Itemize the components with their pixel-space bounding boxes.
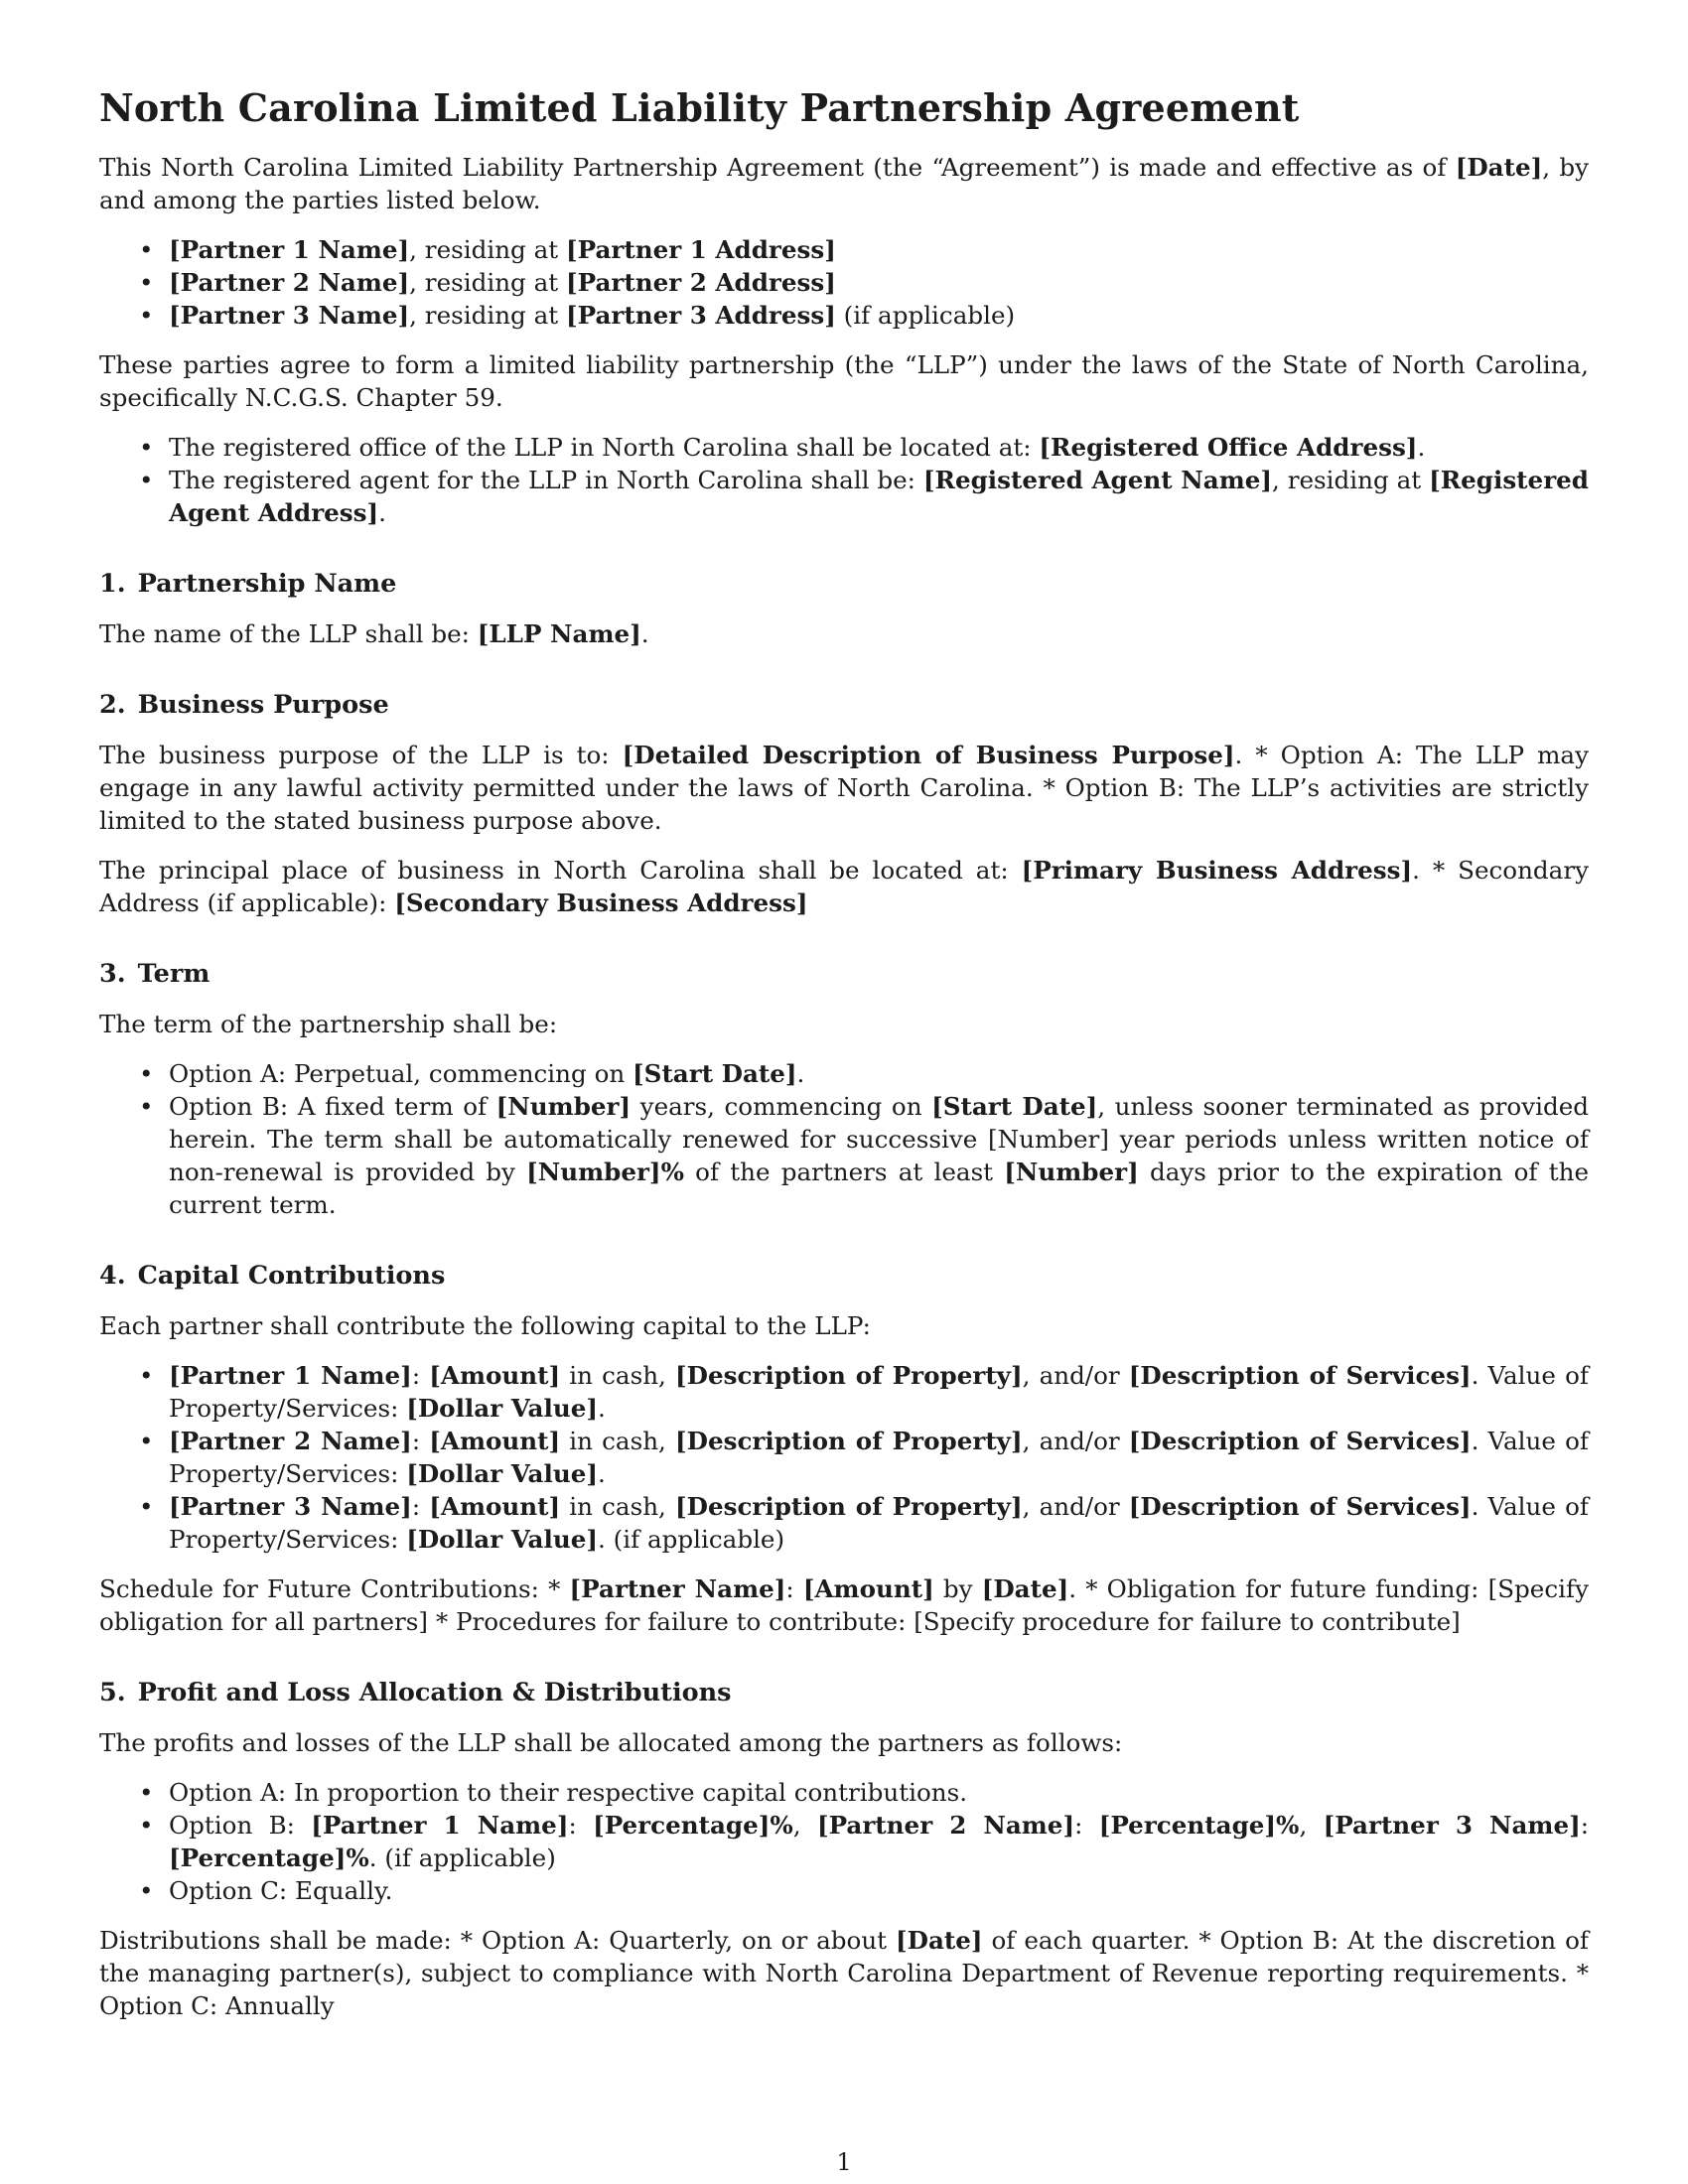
body-text: The name of the LLP shall be:	[99, 619, 478, 648]
body-text: Option B:	[169, 1811, 312, 1840]
placeholder-percentage: [Percentage]%	[593, 1811, 793, 1840]
punctuation: :	[411, 1361, 430, 1390]
formation-paragraph: These parties agree to form a limited liability partnership (the “LLP”) under the laws of the State of North Carolina, specifically N.C.G.S. Chapter 59.	[99, 350, 1589, 412]
placeholder-property: [Description of Property]	[675, 1492, 1023, 1521]
section-heading-3	[99, 958, 1589, 991]
placeholder-amount: [Amount]	[429, 1492, 561, 1521]
body-text: in cash,	[560, 1361, 675, 1390]
placeholder-dollar-value: [Dollar Value]	[406, 1394, 598, 1423]
placeholder-services: [Description of Services]	[1128, 1427, 1472, 1455]
party-name: [Partner 2 Name]	[169, 268, 410, 297]
punctuation: :	[568, 1811, 594, 1840]
placeholder-dollar-value: [Dollar Value]	[406, 1459, 598, 1488]
intro-text: This North Carolina Limited Liability Partnership Agreement (the “Agreement”) is made and effective as of	[99, 153, 1456, 182]
body-text: in cash,	[560, 1492, 675, 1521]
partnership-name-paragraph	[99, 617, 1589, 650]
party-name: [Partner 3 Name]	[169, 301, 410, 330]
allocation-intro: The profits and losses of the LLP shall be allocated among the partners as follows:	[99, 1728, 1123, 1757]
section-title: Capital Contributions	[137, 1261, 446, 1291]
punctuation: .	[1417, 433, 1426, 462]
section-title: Business Purpose	[137, 690, 389, 720]
partner-name: [Partner 1 Name]	[311, 1811, 569, 1840]
registered-agent-text: The registered agent for the LLP in North Carolina shall be:	[169, 466, 923, 494]
section-heading-4	[99, 1260, 1589, 1293]
contribution-suffix: (if applicable)	[605, 1525, 785, 1554]
body-text: . Value of Property/Services:	[169, 1427, 1589, 1488]
party-mid: , residing at	[409, 235, 566, 264]
allocation-option-c: • Option C: Equally.	[169, 1874, 1589, 1907]
allocation-option-a: • Option A: In proportion to their respective capital contributions.	[169, 1776, 1589, 1809]
body-text: days prior to the expiration of the current term.	[169, 1158, 1589, 1219]
placeholder-percent: [Number]%	[526, 1158, 684, 1186]
party-address: [Partner 3 Address]	[565, 301, 836, 330]
distributions-paragraph	[99, 1924, 1589, 2022]
business-purpose-paragraph	[99, 739, 1589, 837]
punctuation: ,	[1299, 1811, 1324, 1840]
placeholder-start-date: [Start Date]	[633, 1059, 797, 1088]
principal-place-paragraph	[99, 854, 1589, 919]
section-title: Partnership Name	[137, 569, 397, 599]
placeholder-number: [Number]	[495, 1092, 632, 1121]
contributions-list	[99, 1359, 1589, 1556]
placeholder-primary-address: [Primary Business Address]	[1021, 856, 1413, 885]
body-text: Distributions shall be made: * Option A: Quarterly, on or about	[99, 1926, 896, 1955]
body-text: . * Obligation for future funding: [Specify obligation for all partners] * Procedures for failure to contribute: [Specify procedure for failure to contribute]	[99, 1574, 1589, 1636]
punctuation: ,	[792, 1811, 817, 1840]
body-text: of the partners at least	[683, 1158, 1005, 1186]
body-text: . Value of Property/Services:	[169, 1361, 1589, 1423]
punctuation: .	[796, 1059, 805, 1088]
punctuation: .	[378, 498, 386, 527]
punctuation: .	[640, 619, 649, 648]
punctuation: .	[597, 1525, 606, 1554]
placeholder-amount: [Amount]	[802, 1574, 934, 1603]
punctuation: .	[597, 1394, 606, 1423]
body-text: . * Option A: The LLP may engage in any lawful activity permitted under the laws of North Carolina. * Option B: The LLP’s activities are strictly limited to the stated business purpose above.	[99, 741, 1589, 835]
body-text: The business purpose of the LLP is to:	[99, 741, 623, 769]
body-text: Option A: Perpetual, commencing on	[169, 1059, 633, 1088]
body-text: The principal place of business in North Carolina shall be located at:	[99, 856, 1022, 885]
placeholder-dollar-value: [Dollar Value]	[406, 1525, 598, 1554]
registered-agent-name: [Registered Agent Name]	[922, 466, 1272, 494]
registered-office-address: [Registered Office Address]	[1039, 433, 1418, 462]
section-number: 4.	[99, 1261, 126, 1291]
placeholder-property: [Description of Property]	[675, 1427, 1023, 1455]
party-suffix: (if applicable)	[835, 301, 1016, 330]
partner-name: [Partner 1 Name]	[169, 1361, 412, 1390]
placeholder-amount: [Amount]	[429, 1427, 561, 1455]
placeholder-property: [Description of Property]	[675, 1361, 1023, 1390]
placeholder-partner-name: [Partner Name]	[569, 1574, 786, 1603]
placeholder-services: [Description of Services]	[1128, 1361, 1472, 1390]
body-text: , and/or	[1022, 1361, 1129, 1390]
partner-name: [Partner 2 Name]	[169, 1427, 412, 1455]
placeholder-secondary-address: [Secondary Business Address]	[394, 888, 808, 917]
capital-intro: Each partner shall contribute the following capital to the LLP:	[99, 1311, 871, 1340]
document-title: North Carolina Limited Liability Partnership Agreement	[99, 85, 1300, 130]
body-text: . Value of Property/Services:	[169, 1492, 1589, 1554]
allocation-option-b	[169, 1809, 1589, 1874]
placeholder-date: [Date]	[1455, 153, 1543, 182]
parties-list	[99, 233, 1589, 332]
registered-office-text: The registered office of the LLP in North Carolina shall be located at:	[169, 433, 1040, 462]
body-text: . * Secondary Address (if applicable):	[99, 856, 1589, 917]
section-heading-5	[99, 1677, 1589, 1709]
section-number: 2.	[99, 690, 126, 720]
contribution-item	[169, 1359, 1589, 1425]
contribution-item	[169, 1425, 1589, 1490]
future-contributions-paragraph	[99, 1572, 1589, 1638]
body-text: , and/or	[1022, 1427, 1129, 1455]
placeholder-percentage: [Percentage]%	[169, 1843, 369, 1872]
section-title: Profit and Loss Allocation & Distributions	[137, 1678, 732, 1707]
placeholder-business-purpose: [Detailed Description of Business Purpose]	[622, 741, 1235, 769]
placeholder-date: [Date]	[896, 1926, 983, 1955]
punctuation: :	[1074, 1811, 1099, 1840]
registered-agent-address: [Registered Agent Address]	[169, 466, 1589, 527]
section-heading-2	[99, 689, 1589, 722]
registered-list	[99, 431, 1589, 529]
punctuation: :	[785, 1574, 803, 1603]
body-text: , unless sooner terminated as provided herein. The term shall be automatically renewed for successive [Number] year periods unless written notice of non-renewal is provided by	[169, 1092, 1589, 1186]
term-option-b	[169, 1090, 1589, 1221]
punctuation: .	[597, 1459, 606, 1488]
placeholder-percentage: [Percentage]%	[1098, 1811, 1300, 1840]
term-intro: The term of the partnership shall be:	[99, 1010, 558, 1038]
body-text: in cash,	[560, 1427, 675, 1455]
section-heading-1	[99, 568, 1589, 601]
placeholder-services: [Description of Services]	[1128, 1492, 1472, 1521]
body-text: . (if applicable)	[368, 1843, 556, 1872]
body-text: Option B: A fixed term of	[169, 1092, 496, 1121]
intro-paragraph	[99, 151, 1589, 216]
party-name: [Partner 1 Name]	[169, 235, 410, 264]
section-number: 5.	[99, 1678, 126, 1707]
registered-agent-item	[169, 464, 1589, 529]
body-text: Schedule for Future Contributions: *	[99, 1574, 570, 1603]
placeholder-start-date: [Start Date]	[931, 1092, 1098, 1121]
partner-name: [Partner 3 Name]	[169, 1492, 412, 1521]
registered-agent-mid: , residing at	[1272, 466, 1430, 494]
body-text: by	[933, 1574, 982, 1603]
placeholder-days: [Number]	[1004, 1158, 1139, 1186]
body-text: years, commencing on	[631, 1092, 932, 1121]
contribution-item	[169, 1490, 1589, 1556]
section-title: Term	[137, 959, 211, 989]
page-number: 1	[836, 2148, 852, 2176]
party-mid: , residing at	[409, 268, 566, 297]
party-item	[169, 299, 1589, 332]
registered-office-item	[169, 431, 1589, 464]
partner-name: [Partner 3 Name]	[1323, 1811, 1581, 1840]
placeholder-llp-name: [LLP Name]	[477, 619, 641, 648]
body-text: of each quarter. * Option B: At the discretion of the managing partner(s), subject to compliance with North Carolina Department of Revenue reporting requirements. * Option C: Annually	[99, 1926, 1589, 2020]
section-number: 3.	[99, 959, 126, 989]
punctuation: :	[411, 1492, 430, 1521]
punctuation: :	[411, 1427, 430, 1455]
term-option-a	[169, 1057, 1589, 1090]
allocation-options-list	[99, 1776, 1589, 1907]
intro-text-end: , by and among the parties listed below.	[99, 153, 1589, 214]
party-item	[169, 233, 1589, 266]
party-mid: , residing at	[409, 301, 566, 330]
party-address: [Partner 1 Address]	[565, 235, 836, 264]
term-options-list	[99, 1057, 1589, 1221]
body-text: , and/or	[1022, 1492, 1129, 1521]
party-item	[169, 266, 1589, 299]
party-address: [Partner 2 Address]	[565, 268, 836, 297]
placeholder-amount: [Amount]	[429, 1361, 561, 1390]
document-page	[99, 85, 1589, 2039]
punctuation: :	[1580, 1811, 1590, 1840]
placeholder-date: [Date]	[981, 1574, 1069, 1603]
section-number: 1.	[99, 569, 126, 599]
partner-name: [Partner 2 Name]	[816, 1811, 1075, 1840]
